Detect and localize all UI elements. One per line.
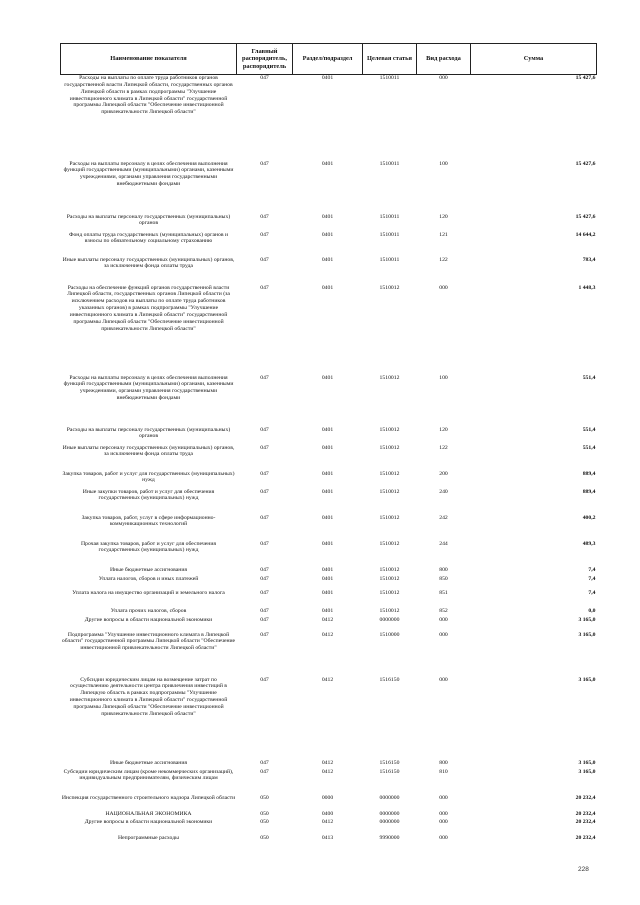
row-vr: 000 [439,75,448,81]
row-sum: 14 644,2 [575,231,596,238]
table-row [61,75,597,161]
table-row [61,677,597,760]
row-cs: 1510012 [379,284,400,291]
row-vr: 850 [439,575,448,582]
row-name: НАЦИОНАЛЬНАЯ ЭКОНОМИКА [105,810,192,817]
row-grbs: 047 [260,256,269,263]
row-sum: 1 448,3 [578,284,596,291]
row-rzpr: 0401 [321,444,334,451]
row-rzpr: 0412 [321,768,334,775]
row-cs: 1516150 [379,759,400,766]
table-header [61,44,597,75]
row-cs: 1510012 [379,470,400,477]
row-rzpr: 0000 [321,794,334,801]
header-rzpr: Раздел/подраздел [293,44,363,75]
row-sum: 3 165,0 [578,676,596,683]
row-grbs: 047 [260,75,269,81]
table-row [61,541,597,567]
row-name: Прочая закупка товаров, работ и услуг для обеспечения государственных (муниципальных) нужд [81,540,216,554]
row-vr: 120 [439,213,448,220]
row-name: Непрограммные расходы [118,834,179,841]
row-vr: 100 [439,374,448,381]
row-grbs: 047 [260,231,269,238]
table-row [61,471,597,489]
row-cs: 1510011 [379,213,400,220]
budget-table [60,43,597,844]
header-cs: Целевая статья [363,44,417,75]
row-rzpr: 0401 [321,470,334,477]
row-name: Иные бюджетные ассигнования [109,759,188,766]
row-cs: 1510012 [379,575,400,582]
table-row [61,811,597,819]
row-grbs: 047 [260,631,269,638]
row-name: Расходы на выплаты персоналу в целях обеспечения выполнения функций государственными (муниципальными) органами, казенными учреждениями, органами управления государственными внебюджетными фондами [63,374,234,402]
row-sum: 3 165,0 [578,768,596,775]
row-rzpr: 0401 [321,284,334,291]
row-rzpr: 0401 [321,256,334,263]
row-cs: 1510000 [379,631,400,638]
row-name: Закупка товаров, работ, услуг в сфере информационно-коммуникационных технологий [81,514,216,528]
row-cs: 1510012 [379,589,400,596]
row-sum: 0,0 [588,607,596,614]
row-vr: 122 [439,444,448,451]
row-cs: 0000000 [379,818,400,825]
row-name: Другие вопросы в области национальной экономики [84,616,213,623]
row-sum: 7,4 [588,589,596,596]
table-row [61,214,597,232]
row-vr: 000 [439,818,448,825]
table-row [61,617,597,632]
table-row [61,769,597,795]
table-row [61,576,597,590]
row-grbs: 047 [260,575,269,582]
row-cs: 1510012 [379,566,400,573]
row-grbs: 047 [260,160,269,167]
row-rzpr: 0412 [321,676,334,683]
row-sum: 15 427,6 [575,75,596,81]
row-grbs: 050 [260,818,269,825]
row-rzpr: 0412 [321,759,334,766]
row-grbs: 047 [260,488,269,495]
row-sum: 20 232,4 [575,810,596,817]
row-cs: 1510011 [379,160,400,167]
row-name: Расходы на выплаты персоналу государственных (муниципальных) органов [66,426,231,440]
header-sum: Сумма [471,44,597,75]
table-body [61,75,597,844]
row-vr: 800 [439,566,448,573]
row-rzpr: 0401 [321,75,334,81]
row-name: Уплата налогов, сборов и иных платежей [98,575,199,582]
table-row [61,285,597,375]
table-row [61,590,597,608]
page-number: 228 [578,866,589,873]
row-rzpr: 0401 [321,488,334,495]
row-rzpr: 0401 [321,213,334,220]
row-grbs: 047 [260,514,269,521]
row-rzpr: 0401 [321,231,334,238]
header-vr: Вид расхода [417,44,471,75]
row-vr: 000 [439,631,448,638]
row-grbs: 047 [260,607,269,614]
row-vr: 000 [439,834,448,841]
row-grbs: 047 [260,566,269,573]
row-vr: 240 [439,488,448,495]
row-rzpr: 0401 [321,575,334,582]
row-vr: 122 [439,256,448,263]
row-name: Иные выплаты персоналу государственных (муниципальных) органов, за исключением фонда оплаты труда [62,444,235,458]
row-sum: 3 165,0 [578,759,596,766]
row-name: Закупка товаров, работ и услуг для государственных (муниципальных) нужд [62,470,235,484]
row-cs: 1510012 [379,374,400,381]
row-grbs: 047 [260,589,269,596]
row-cs: 1516150 [379,676,400,683]
row-rzpr: 0401 [321,589,334,596]
row-name: Расходы на обеспечение функций органов государственной власти Липецкой области, государственных органов Липецкой области (за исключением расходов на выплаты по оплате труда работников указанных органов) в рамках подпрограммы "Улучшение инвестиционного климата в Липецкой области" государственной программы Липецкой области "Обеспечение инвестиционной привлекательности Липецкой области" [67,284,230,332]
row-cs: 1510012 [379,607,400,614]
row-sum: 7,4 [588,566,596,573]
row-rzpr: 0412 [321,818,334,825]
row-grbs: 047 [260,470,269,477]
row-vr: 852 [439,607,448,614]
row-vr: 244 [439,540,448,547]
table-row [61,489,597,515]
row-sum: 15 427,6 [575,213,596,220]
row-sum: 20 232,4 [575,818,596,825]
table-row [61,567,597,576]
row-vr: 000 [439,676,448,683]
row-cs: 0000000 [379,616,400,623]
row-cs: 1510011 [379,256,400,263]
row-name: Подпрограмма "Улучшение инвестиционного климата в Липецкой области" государственной программы Липецкой области "Обеспечение инвестиционной привлекательности Липецкой области" [61,631,236,652]
row-vr: 800 [439,759,448,766]
row-vr: 200 [439,470,448,477]
row-grbs: 047 [260,768,269,775]
table-row [61,427,597,445]
row-cs: 1510012 [379,488,400,495]
row-cs: 1510012 [379,514,400,521]
row-rzpr: 0401 [321,540,334,547]
row-name: Иные закупки товаров, работ и услуг для обеспечения государственных (муниципальных) нужд [82,488,215,502]
row-name: Другие вопросы в области национальной экономики [84,818,213,825]
row-cs: 1510012 [379,444,400,451]
row-cs: 1516150 [379,768,400,775]
row-name: Субсидии юридическим лицам (кроме некоммерческих организаций), индивидуальным предпринимателям, физическим лицам [63,768,234,782]
row-rzpr: 0401 [321,160,334,167]
row-name: Уплата налога на имущество организаций и земельного налога [72,589,225,596]
row-grbs: 047 [260,759,269,766]
row-sum: 3 165,0 [578,616,596,623]
row-vr: 121 [439,231,448,238]
row-sum: 783,4 [582,256,596,263]
table-row [61,632,597,677]
row-grbs: 047 [260,213,269,220]
row-grbs: 047 [260,284,269,291]
row-name: Расходы на выплаты по оплате труда работников органов государственной власти Липецкой области, государственных органов Липецкой области в рамках подпрограммы "Улучшение инвестиционного климата в Липецкой области" государственной программы Липецкой области "Обеспечение инвестиционной привлекательности Липецкой области" [64,75,233,116]
row-rzpr: 0412 [321,616,334,623]
row-cs: 1510011 [379,75,400,81]
row-grbs: 050 [260,810,269,817]
table-row [61,257,597,285]
header-name: Наименование показателя [61,44,237,75]
row-rzpr: 0413 [321,834,334,841]
row-grbs: 047 [260,374,269,381]
row-grbs: 050 [260,834,269,841]
row-grbs: 047 [260,444,269,451]
row-cs: 9990000 [379,834,400,841]
row-grbs: 047 [260,616,269,623]
table-row [61,608,597,617]
row-rzpr: 0401 [321,607,334,614]
row-vr: 100 [439,160,448,167]
row-sum: 400,2 [582,514,596,521]
row-sum: 20 232,4 [575,794,596,801]
row-name: Расходы на выплаты персоналу в целях обеспечения выполнения функций государственными (муниципальными) органами, казенными учреждениями, органами управления государственными внебюджетными фондами [63,160,234,188]
row-sum: 551,4 [582,426,596,433]
table-row [61,445,597,471]
row-name: Иные выплаты персоналу государственных (муниципальных) органов, за исключением фонда оплаты труда [62,256,235,270]
table-row [61,795,597,811]
row-vr: 120 [439,426,448,433]
row-sum: 7,4 [588,575,596,582]
row-name: Иные бюджетные ассигнования [109,566,188,573]
row-rzpr: 0401 [321,374,334,381]
table-row [61,760,597,769]
row-sum: 889,4 [582,488,596,495]
table-row [61,819,597,835]
row-sum: 3 165,0 [578,631,596,638]
row-cs: 1510012 [379,426,400,433]
row-vr: 000 [439,616,448,623]
row-rzpr: 0401 [321,426,334,433]
row-sum: 551,4 [582,444,596,451]
row-vr: 000 [439,284,448,291]
row-grbs: 047 [260,426,269,433]
row-name: Уплата прочих налогов, сборов [110,607,187,614]
row-grbs: 047 [260,676,269,683]
row-vr: 810 [439,768,448,775]
row-sum: 889,4 [582,470,596,477]
row-name: Инспекция государственного строительного надзора Липецкой области [61,794,236,801]
row-cs: 0000000 [379,810,400,817]
table-row [61,232,597,257]
row-grbs: 047 [260,540,269,547]
row-rzpr: 0412 [321,631,334,638]
row-rzpr: 0400 [321,810,334,817]
header-grbs: Главный распорядитель, распорядитель [237,44,293,75]
row-vr: 000 [439,810,448,817]
table-row [61,375,597,427]
row-vr: 851 [439,589,448,596]
row-rzpr: 0401 [321,566,334,573]
row-sum: 489,3 [582,540,596,547]
row-sum: 551,4 [582,374,596,381]
row-name: Фонд оплаты труда государственных (муниципальных) органов и взносы по обязательному социальному страхованию [68,231,229,245]
row-cs: 1510011 [379,231,400,238]
row-cs: 1510012 [379,540,400,547]
row-cs: 0000000 [379,794,400,801]
table-row [61,835,597,844]
row-vr: 242 [439,514,448,521]
row-name: Расходы на выплаты персоналу государственных (муниципальных) органов [66,213,231,227]
table-row [61,161,597,214]
row-sum: 15 427,6 [575,160,596,167]
row-vr: 000 [439,794,448,801]
table-row [61,515,597,541]
row-sum: 20 232,4 [575,834,596,841]
row-name: Субсидии юридическим лицам на возмещение затрат по осуществлению деятельности центра привлечения инвестиций в Липецкую область в рамках подпрограммы "Улучшение инвестиционного климата в Липецкой области" государственной программы Липецкой области "Обеспечение инвестиционной привлекательности Липецкой области" [69,676,228,717]
row-grbs: 050 [260,794,269,801]
row-rzpr: 0401 [321,514,334,521]
